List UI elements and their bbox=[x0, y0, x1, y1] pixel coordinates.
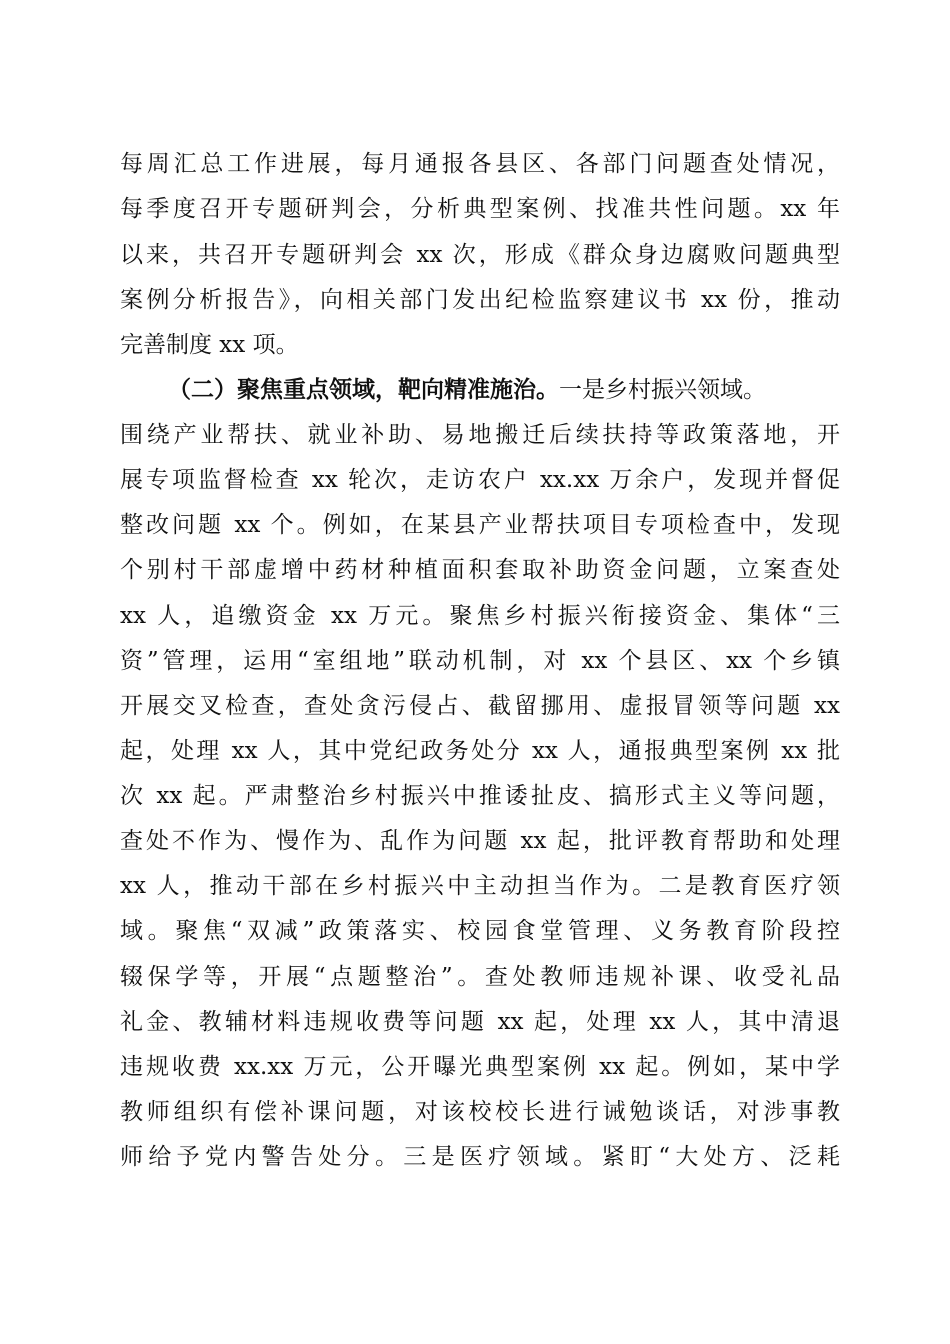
paragraph-2-line-12: 域。聚焦“双减”政策落实、校园食堂管理、义务教育阶段控 bbox=[120, 918, 840, 944]
paragraph-2-line-7: 开展交叉检查，查处贪污侵占、截留挪用、虚报冒领等问题 xx bbox=[120, 693, 840, 719]
paragraph-1-line-4: 案例分析报告》，向相关部门发出纪检监察建议书 xx 份，推动 bbox=[120, 287, 840, 313]
paragraph-2-line-9: 次 xx 起。严肃整治乡村振兴中推诿扯皮、搞形式主义等问题， bbox=[120, 783, 840, 809]
paragraph-2-line-5: xx 人，追缴资金 xx 万元。聚焦乡村振兴衔接资金、集体“三 bbox=[120, 603, 840, 629]
paragraph-2-line-14: 礼金、教辅材料违规收费等问题 xx 起，处理 xx 人，其中清退 bbox=[120, 1009, 840, 1035]
paragraph-2-line-15: 违规收费 xx.xx 万元，公开曝光典型案例 xx 起。例如，某中学 bbox=[120, 1054, 840, 1080]
paragraph-2-line-6: 资”管理，运用“室组地”联动机制，对 xx 个县区、xx 个乡镇 bbox=[120, 648, 840, 674]
section-heading: （二）聚焦重点领域，靶向精准施治。 bbox=[168, 376, 559, 403]
paragraph-1-line-2: 每季度召开专题研判会，分析典型案例、找准共性问题。xx 年 bbox=[120, 196, 840, 222]
paragraph-2-line-4: 个别村干部虚增中药材种植面积套取补助资金问题，立案查处 bbox=[120, 557, 840, 583]
paragraph-1-line-5: 完善制度 xx 项。 bbox=[120, 332, 299, 358]
paragraph-2-line-3: 整改问题 xx 个。例如，在某县产业帮扶项目专项检查中，发现 bbox=[120, 512, 840, 538]
paragraph-1-line-3: 以来，共召开专题研判会 xx 次，形成《群众身边腐败问题典型 bbox=[120, 242, 840, 268]
section-first-line-text: 一是乡村振兴领域。 bbox=[559, 377, 766, 403]
paragraph-2-line-1: 围绕产业帮扶、就业补助、易地搬迁后续扶持等政策落地，开 bbox=[120, 422, 840, 448]
paragraph-2-line-11: xx 人，推动干部在乡村振兴中主动担当作为。二是教育医疗领 bbox=[120, 873, 840, 899]
paragraph-2-line-17: 师给予党内警告处分。三是医疗领域。紧盯“大处方、泛耗 bbox=[120, 1144, 840, 1170]
paragraph-1-line-1: 每周汇总工作进展，每月通报各县区、各部门问题查处情况， bbox=[120, 151, 840, 177]
paragraph-2-line-16: 教师组织有偿补课问题，对该校校长进行诫勉谈话，对涉事教 bbox=[120, 1099, 840, 1125]
paragraph-2-line-10: 查处不作为、慢作为、乱作为问题 xx 起，批评教育帮助和处理 bbox=[120, 828, 840, 854]
paragraph-2-line-13: 辍保学等，开展“点题整治”。查处教师违规补课、收受礼品 bbox=[120, 964, 840, 990]
paragraph-2-first-line bbox=[168, 370, 840, 410]
paragraph-2-line-8: 起，处理 xx 人，其中党纪政务处分 xx 人，通报典型案例 xx 批 bbox=[120, 738, 840, 764]
paragraph-2-line-2: 展专项监督检查 xx 轮次，走访农户 xx.xx 万余户，发现并督促 bbox=[120, 467, 840, 493]
